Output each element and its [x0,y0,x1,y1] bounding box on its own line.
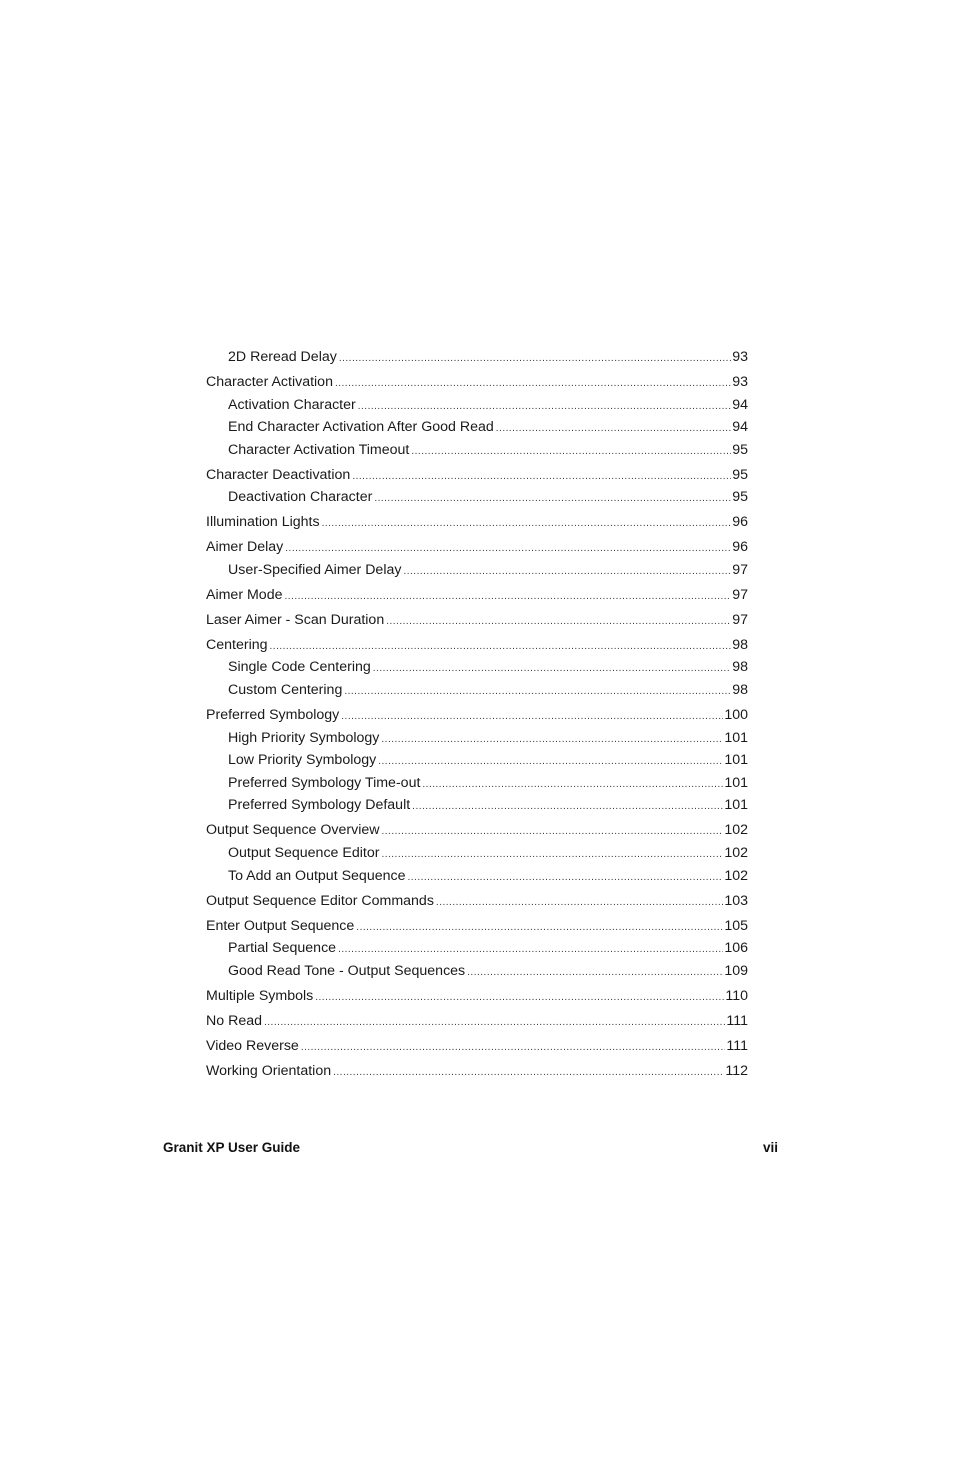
toc-dot-leader [333,1062,724,1084]
toc-entry-title: Good Read Tone - Output Sequences [228,962,466,979]
toc-entry[interactable] [206,585,748,608]
toc-dot-leader [270,636,732,658]
toc-dot-leader [374,488,731,510]
toc-entry-title: Output Sequence Overview [206,822,380,839]
toc-entry-title: Aimer Mode [206,586,283,603]
toc-entry[interactable] [206,680,748,703]
toc-entry-page: 111 [726,1012,748,1029]
toc-dot-leader [386,611,731,633]
toc-dot-leader [373,658,731,680]
toc-dot-leader [338,939,723,961]
toc-dot-leader [467,962,723,984]
toc-dot-leader [412,796,723,818]
toc-entry-title: Character Activation [206,373,333,390]
toc-entry-title: Aimer Delay [206,539,284,556]
toc-entry[interactable] [206,560,748,583]
toc-entry-title: Multiple Symbols [206,987,314,1004]
toc-entry[interactable] [206,1036,748,1059]
toc-entry[interactable] [206,843,748,866]
toc-entry-page: 97 [732,561,748,578]
toc-entry-page: 94 [732,396,748,413]
toc-entry-title: Activation Character [228,396,356,413]
toc-dot-leader [422,774,723,796]
toc-entry-page: 105 [724,917,748,934]
toc-entry[interactable] [206,728,748,751]
toc-dot-leader [315,987,724,1009]
toc-dot-leader [335,373,731,395]
toc-entry[interactable] [206,372,748,395]
toc-entry-title: Output Sequence Editor [228,844,380,861]
toc-entry[interactable] [206,610,748,633]
toc-entry[interactable] [206,487,748,510]
table-of-contents [206,347,748,1083]
toc-entry[interactable] [206,750,748,773]
toc-entry-title: Laser Aimer - Scan Duration [206,611,385,628]
toc-entry-title: Low Priority Symbology [228,752,377,769]
toc-entry-title: Single Code Centering [228,659,371,676]
toc-entry-title: Partial Sequence [228,940,337,957]
toc-entry[interactable] [206,537,748,560]
toc-entry[interactable] [206,417,748,440]
toc-entry-page: 111 [726,1037,748,1054]
footer-page-number: vii [762,1140,778,1155]
toc-dot-leader [381,844,723,866]
toc-entry-title: Preferred Symbology Default [228,797,411,814]
toc-dot-leader [382,821,724,843]
toc-entry-title: No Read [206,1012,262,1029]
toc-entry-title: High Priority Symbology [228,729,380,746]
toc-entry-page: 96 [732,514,748,531]
toc-entry-title: Preferred Symbology [206,707,340,724]
toc-entry-page: 95 [732,489,748,506]
toc-dot-leader [378,751,723,773]
toc-entry[interactable] [206,1011,748,1034]
page-footer [163,1140,778,1155]
toc-dot-leader [284,586,731,608]
toc-entry-page: 97 [732,586,748,603]
toc-dot-leader [403,561,731,583]
toc-entry-page: 101 [724,774,748,791]
toc-entry-page: 98 [732,636,748,653]
toc-dot-leader [411,441,731,463]
toc-entry-page: 100 [724,707,748,724]
toc-entry-title: Custom Centering [228,682,343,699]
toc-entry-page: 102 [724,822,748,839]
toc-entry[interactable] [206,657,748,680]
toc-dot-leader [301,1037,726,1059]
toc-entry[interactable] [206,938,748,961]
toc-entry[interactable] [206,465,748,488]
toc-entry-title: User-Specified Aimer Delay [228,561,402,578]
toc-entry-title: End Character Activation After Good Read [228,419,494,436]
toc-entry-page: 109 [724,962,748,979]
toc-entry-page: 102 [724,867,748,884]
toc-entry-page: 106 [724,940,748,957]
toc-entry[interactable] [206,440,748,463]
toc-entry-title: Working Orientation [206,1062,332,1079]
toc-entry-page: 95 [732,441,748,458]
toc-entry-page: 93 [732,349,748,365]
toc-entry[interactable] [206,773,748,796]
toc-entry-page: 102 [724,844,748,861]
toc-entry[interactable] [206,986,748,1009]
toc-entry-title: Deactivation Character [228,489,373,506]
toc-entry-page: 93 [732,373,748,390]
toc-entry-page: 98 [732,659,748,676]
toc-dot-leader [358,396,731,418]
toc-dot-leader [322,513,732,535]
toc-entry[interactable] [206,1061,748,1084]
toc-entry-page: 96 [732,539,748,556]
toc-dot-leader [285,538,731,560]
toc-entry-title: Illumination Lights [206,514,320,531]
toc-entry-title: Character Deactivation [206,466,351,483]
toc-entry-page: 110 [725,987,748,1004]
toc-entry-title: Output Sequence Editor Commands [206,892,434,909]
toc-entry[interactable] [206,866,748,889]
toc-entry[interactable] [206,635,748,658]
toc-entry[interactable] [206,705,748,728]
toc-entry-title: 2D Reread Delay [228,349,337,365]
toc-entry-page: 101 [724,752,748,769]
toc-dot-leader [436,892,723,914]
toc-entry[interactable] [206,795,748,818]
toc-dot-leader [341,706,723,728]
toc-entry-page: 95 [732,466,748,483]
toc-dot-leader [381,729,723,751]
toc-dot-leader [496,418,731,440]
toc-entry-title: To Add an Output Sequence [228,867,406,884]
toc-dot-leader [407,867,723,889]
toc-entry-page: 97 [732,611,748,628]
toc-dot-leader [356,917,723,939]
toc-dot-leader [352,466,731,488]
toc-entry-title: Centering [206,636,268,653]
toc-entry-page: 94 [732,419,748,436]
toc-entry-page: 101 [724,797,748,814]
toc-entry-page: 101 [724,729,748,746]
toc-entry[interactable] [206,891,748,914]
toc-entry-title: Character Activation Timeout [228,441,410,458]
footer-guide-title: Granit XP User Guide [163,1140,301,1155]
toc-entry[interactable] [206,395,748,418]
toc-entry[interactable] [206,512,748,535]
toc-entry[interactable] [206,916,748,939]
toc-dot-leader [344,681,731,703]
toc-entry-page: 98 [732,682,748,699]
toc-entry-page: 103 [724,892,748,909]
toc-entry[interactable] [206,820,748,843]
toc-entry-page: 112 [725,1062,748,1079]
toc-entry[interactable] [206,961,748,984]
toc-entry-title: Enter Output Sequence [206,917,355,934]
toc-dot-leader [264,1012,725,1034]
toc-entry-title: Video Reverse [206,1037,299,1054]
toc-entry[interactable] [206,347,748,370]
toc-dot-leader [339,348,731,370]
toc-entry-title: Preferred Symbology Time-out [228,774,421,791]
